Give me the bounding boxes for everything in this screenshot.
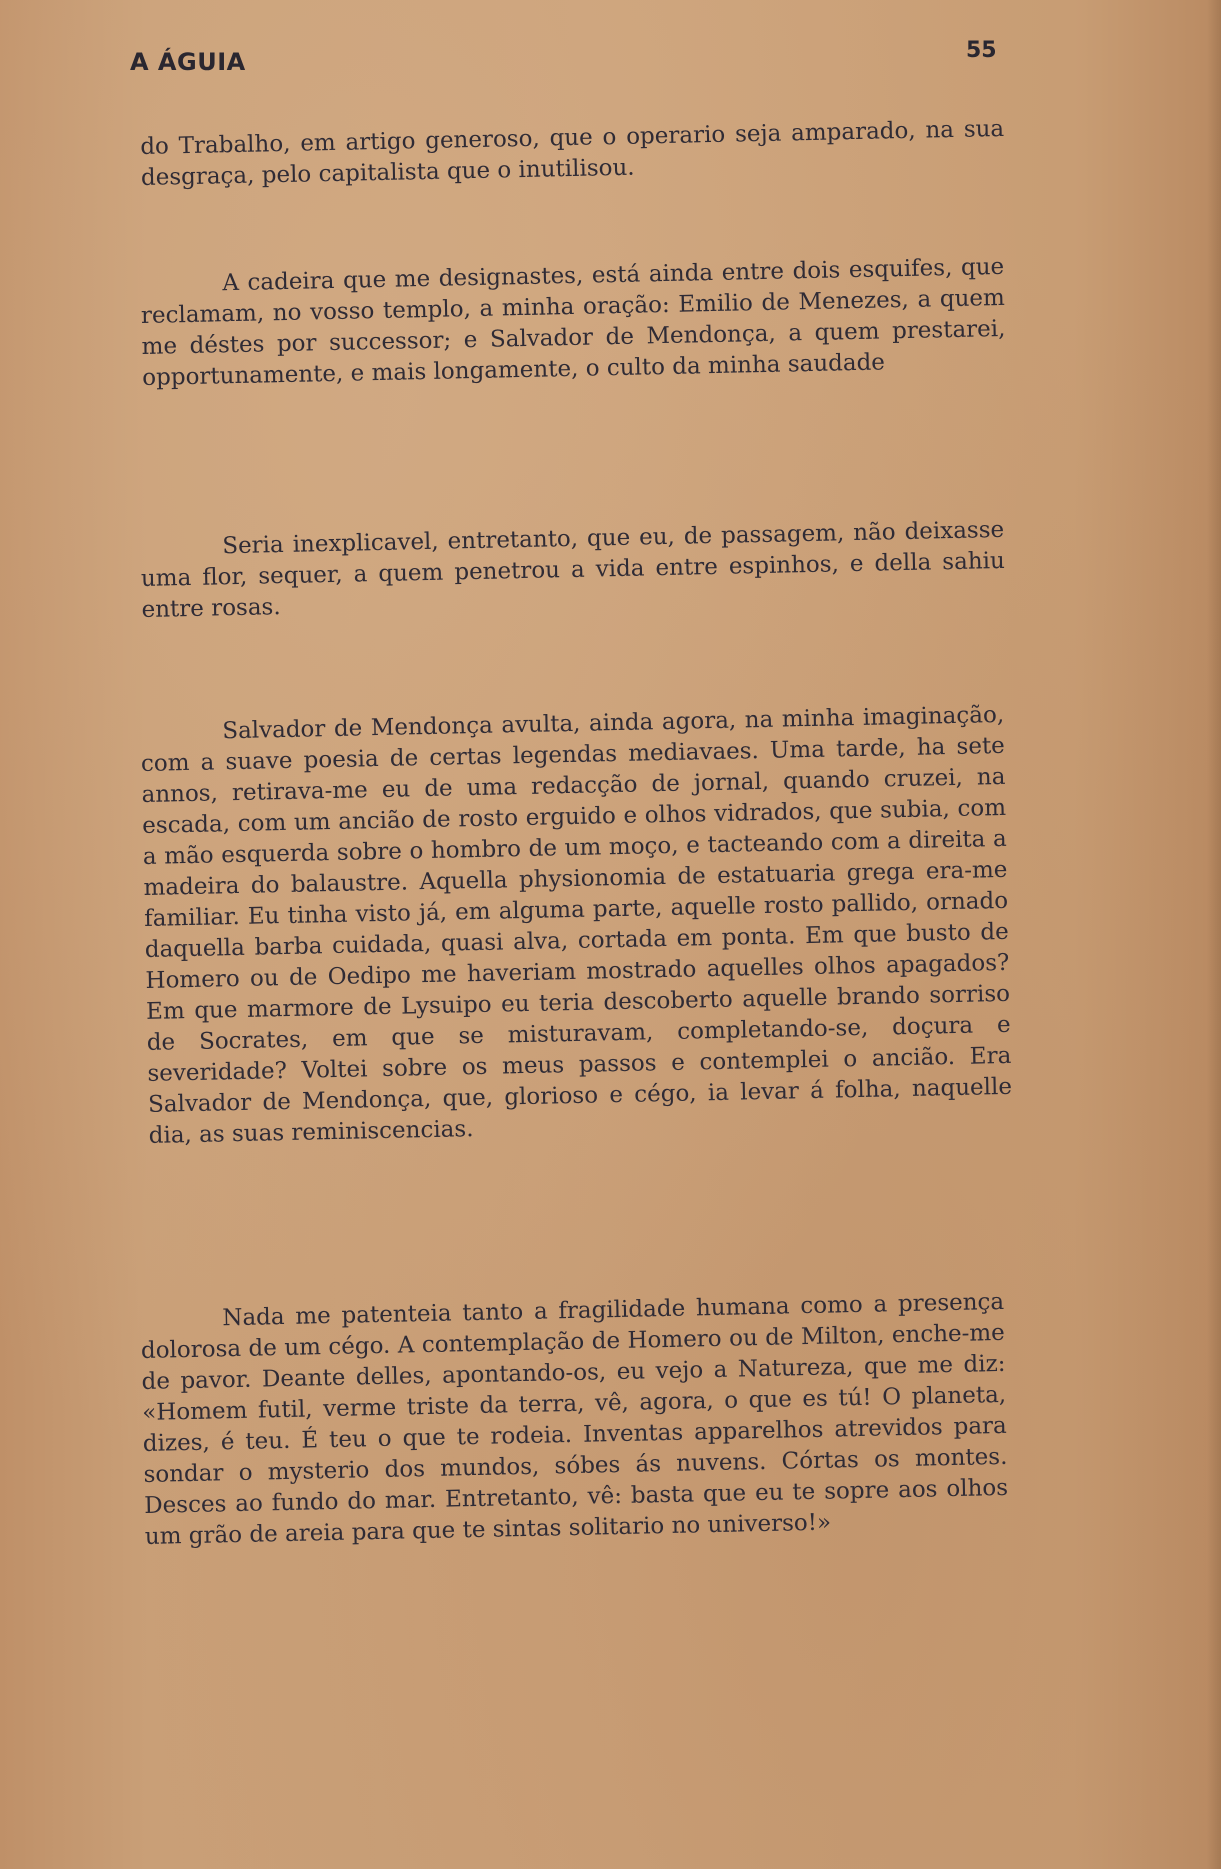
paragraph: Seria inexplicavel, entretanto, que eu, de passagem, não deixasse uma flor, sequer, a quem penetrou a vida entre espinhos, e della sahiu entre rosas. (140, 516, 1006, 623)
paragraph-block (140, 1287, 1009, 1553)
paragraph-block (140, 515, 1006, 626)
paragraph: A cadeira que me designastes, está ainda entre dois esquifes, que reclamam, no vosso templo, a minha oração: Emilio de Menezes, a quem me déstes por successor; e Salvador de Mendonça, a quem prestarei, opportunamente, e mais longamente, o culto da minha saudade (140, 253, 1006, 391)
paragraph-block (140, 700, 1013, 1152)
paragraph: Nada me patenteia tanto a fragilidade humana como a presença dolorosa de um cégo. A contemplação de Homero ou de Milton, enche-me de pavor. Deante delles, apontando-os, eu vejo a Natureza, que me diz: «Homem futil, verme triste da terra, vê, agora, o que es tú! O planeta, dizes, é teu. É teu o que te rodeia. Inventas apparelhos atrevidos para sondar o mysterio dos mundos, sóbes ás nuvens. Córtas os montes. Desces ao fundo do mar. Entretanto, vê: basta que eu te sopre aos olhos um grão de areia para que te sintas solitario no universo!» (140, 1288, 1009, 1550)
running-head: A ÁGUIA (130, 48, 246, 76)
paragraph-block (140, 252, 1006, 394)
paragraph: do Trabalho, em artigo generoso, que o operario seja amparado, na sua desgraça, pelo capitalista que o inutilisou. (140, 115, 1005, 191)
paragraph: Salvador de Mendonça avulta, ainda agora, na minha imaginação, com a suave poesia de certas legendas mediavaes. Uma tarde, ha sete annos, retirava-me eu de uma redacção de jornal, quando cruzei, na escada, com um ancião de rosto erguido e olhos vidrados, que subia, com a mão esquerda sobre o hombro de um moço, e tacteando com a direita a madeira do balaustre. Aquella physionomia de estatuaria grega era-me familiar. Eu tinha visto já, em alguma parte, aquelle rosto pallido, ornado daquella barba cuidada, quasi alva, cortada em ponta. Em que busto de Homero ou de Oedipo me haveriam mostrado aquelles olhos apagados? Em que marmore de Lysuipo eu teria descoberto aquelle brando sorriso de Socrates, em que se misturavam, completando-se, doçura e severidade? Voltei sobre os meus passos e contemplei o ancião. Era Salvador de Mendonça, que, glorioso e cégo, ia levar á folha, naquelle dia, as suas reminiscencias. (140, 701, 1013, 1149)
page-number: 55 (966, 38, 997, 63)
paragraph-block (140, 114, 1005, 194)
